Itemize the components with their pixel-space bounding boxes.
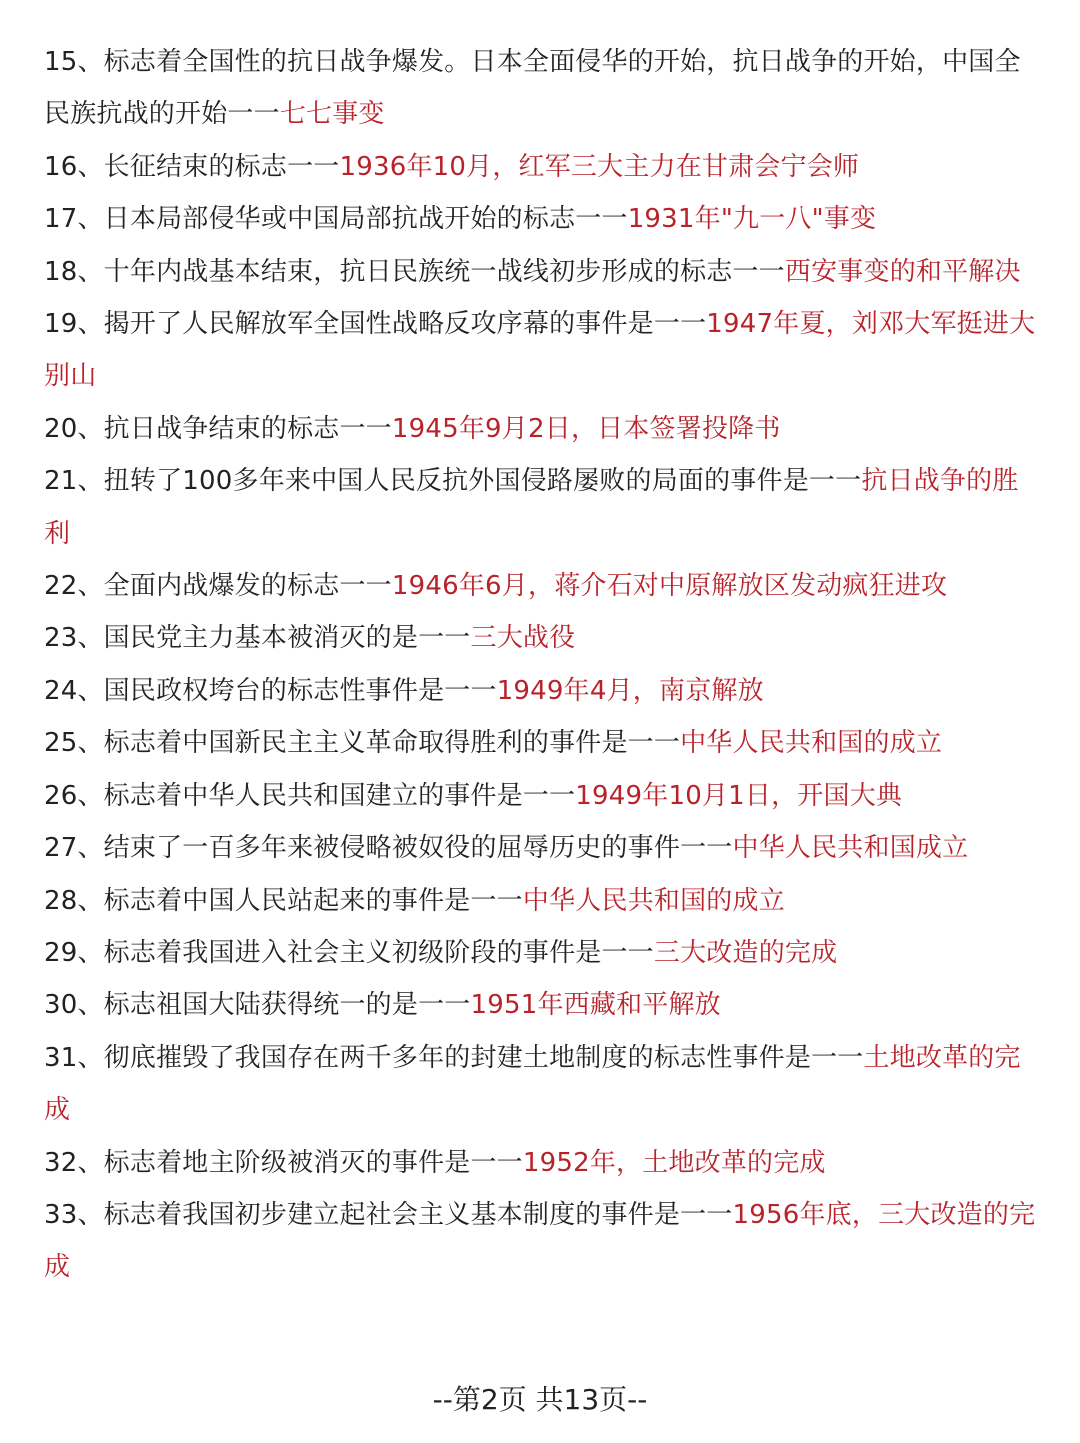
answer-text: 1936年10月，红军三大主力在甘肃会宁会师 [339, 151, 860, 182]
answer-text: 中华人民共和国成立 [732, 833, 969, 864]
question-text: 22、全面内战爆发的标志一一 [44, 571, 392, 602]
list-item [44, 770, 1040, 822]
question-text: 16、长征结束的标志一一 [44, 151, 340, 182]
question-text: 27、结束了一百多年来被侵略被奴役的屈辱历史的事件一一 [44, 833, 733, 864]
answer-text: 1956年底，三大改造的完成 [44, 1199, 1036, 1283]
list-item [44, 141, 1040, 193]
list-item [44, 717, 1040, 769]
page-number-footer: --第2页 共13页-- [432, 1383, 648, 1416]
question-text: 33、标志着我国初步建立起社会主义基本制度的事件是一一 [44, 1199, 733, 1230]
answer-text: 抗日战争的胜利 [44, 466, 1019, 549]
list-item [44, 560, 1040, 612]
list-item [44, 193, 1040, 245]
answer-text: 中华人民共和国的成立 [680, 728, 943, 759]
question-text: 19、揭开了人民解放军全国性战略反攻序幕的事件是一一 [44, 309, 707, 340]
question-text: 25、标志着中国新民主主义革命取得胜利的事件是一一 [44, 728, 681, 759]
list-item [44, 246, 1040, 298]
answer-text: 三大战役 [470, 623, 576, 654]
answer-text: 1949年10月1日，开国大典 [575, 780, 903, 811]
list-item [44, 1189, 1040, 1294]
answer-text: 七七事变 [279, 99, 385, 130]
question-text: 28、标志着中国人民站起来的事件是一一 [44, 885, 523, 916]
question-text: 18、十年内战基本结束，抗日民族统一战线初步形成的标志一一 [44, 256, 785, 287]
question-text: 29、标志着我国进入社会主义初级阶段的事件是一一 [44, 937, 654, 968]
question-text: 31、彻底摧毁了我国存在两千多年的封建土地制度的标志性事件是一一 [44, 1042, 864, 1073]
answer-text: 土地改革的完成 [44, 1042, 1021, 1126]
list-item [44, 1032, 1040, 1137]
list-item [44, 455, 1040, 560]
list-item [44, 979, 1040, 1031]
question-text: 21、扭转了100多年来中国人民反抗外国侵路屡败的局面的事件是一一 [44, 466, 862, 497]
list-item [44, 298, 1040, 403]
list-item [44, 612, 1040, 664]
list-item [44, 665, 1040, 717]
answer-text: 1949年4月，南京解放 [496, 675, 764, 706]
list-item [44, 822, 1040, 874]
question-text: 26、标志着中华人民共和国建立的事件是一一 [44, 780, 576, 811]
question-text: 17、日本局部侵华或中国局部抗战开始的标志一一 [44, 204, 628, 235]
question-text: 24、国民政权垮台的标志性事件是一一 [44, 675, 497, 706]
list-item [44, 927, 1040, 979]
question-text: 15、标志着全国性的抗日战争爆发。日本全面侵华的开始，抗日战争的开始，中国全民族抗战的开始一一 [44, 47, 1021, 130]
question-list [44, 36, 1040, 1294]
question-text: 32、标志着地主阶级被消灭的事件是一一 [44, 1147, 523, 1178]
answer-text: 1952年，土地改革的完成 [522, 1147, 826, 1178]
answer-text: 1945年9月2日，日本签署投降书 [391, 413, 781, 444]
answer-text: 中华人民共和国的成立 [522, 885, 785, 916]
answer-text: 1951年西藏和平解放 [470, 990, 721, 1021]
list-item [44, 403, 1040, 455]
answer-text: 1931年"九一八"事变 [627, 204, 877, 235]
list-item [44, 1137, 1040, 1189]
answer-text: 三大改造的完成 [653, 937, 838, 968]
list-item [44, 36, 1040, 141]
answer-text: 西安事变的和平解决 [784, 256, 1021, 287]
question-text: 23、国民党主力基本被消灭的是一一 [44, 623, 471, 654]
answer-text: 1946年6月，蒋介石对中原解放区发动疯狂进攻 [391, 571, 948, 602]
question-text: 20、抗日战争结束的标志一一 [44, 413, 392, 444]
answer-text: 1947年夏，刘邓大军挺进大别山 [44, 309, 1036, 392]
question-text: 30、标志祖国大陆获得统一的是一一 [44, 990, 471, 1021]
list-item [44, 875, 1040, 927]
